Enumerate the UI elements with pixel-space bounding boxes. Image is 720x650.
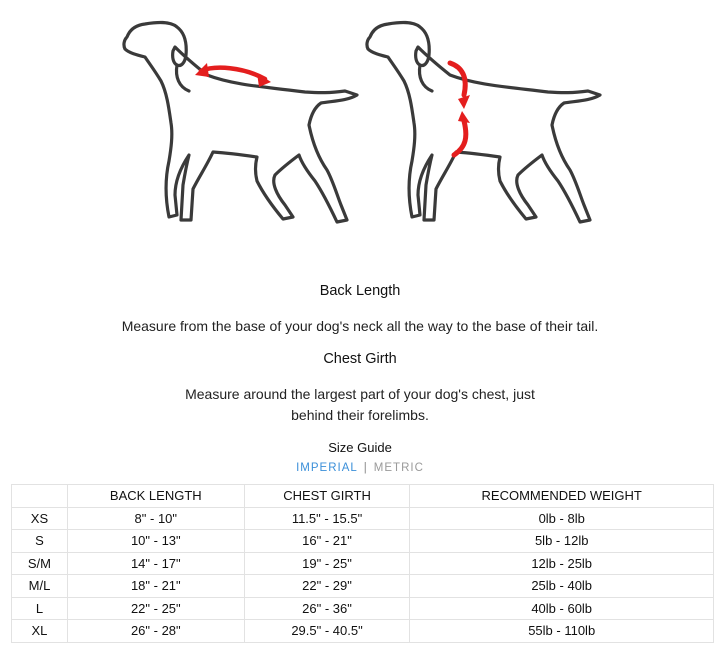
size-guide-title: Size Guide [328,440,392,455]
unit-separator: | [363,462,368,474]
back-length-description: Measure from the base of your dog's neck all the way to the base of their tail. [121,318,599,334]
size-guide-table [11,484,714,643]
table-header-row [12,485,714,508]
dog-back-length-illustration [115,5,375,240]
back-length-cell: 8" - 10" [67,507,244,530]
chest-girth-cell: 26" - 36" [244,597,410,620]
size-cell: M/L [12,575,68,598]
imperial-unit-tab[interactable]: IMPERIAL [296,462,358,474]
size-cell: S/M [12,552,68,575]
header-chest-girth: CHEST GIRTH [244,485,410,508]
weight-cell: 5lb - 12lb [410,530,714,553]
back-length-cell: 10" - 13" [67,530,244,553]
back-length-cell: 22" - 25" [67,597,244,620]
header-size [12,485,68,508]
chest-girth-description [0,384,720,426]
chest-girth-description-line1: Measure around the largest part of your dog's chest, just [185,386,535,402]
back-length-cell: 14" - 17" [67,552,244,575]
chest-girth-cell: 16" - 21" [244,530,410,553]
size-cell: XS [12,507,68,530]
table-row [12,530,714,553]
chest-girth-cell: 11.5" - 15.5" [244,507,410,530]
header-back-length: BACK LENGTH [67,485,244,508]
size-cell: S [12,530,68,553]
chest-girth-description-line2: behind their forelimbs. [291,407,429,423]
weight-cell: 40lb - 60lb [410,597,714,620]
size-cell: XL [12,620,68,643]
weight-cell: 12lb - 25lb [410,552,714,575]
chest-girth-cell: 29.5" - 40.5" [244,620,410,643]
unit-toggle [0,462,720,474]
chest-girth-cell: 19" - 25" [244,552,410,575]
table-row [12,507,714,530]
header-recommended-weight: RECOMMENDED WEIGHT [410,485,714,508]
table-row [12,620,714,643]
weight-cell: 55lb - 110lb [410,620,714,643]
chest-girth-cell: 22" - 29" [244,575,410,598]
chest-girth-title: Chest Girth [323,351,397,367]
back-length-cell: 26" - 28" [67,620,244,643]
table-row [12,552,714,575]
weight-cell: 25lb - 40lb [410,575,714,598]
table-row [12,597,714,620]
metric-unit-tab[interactable]: METRIC [373,462,424,474]
weight-cell: 0lb - 8lb [410,507,714,530]
table-row [12,575,714,598]
dog-chest-girth-illustration [358,5,618,240]
measurement-illustrations [0,0,720,240]
size-cell: L [12,597,68,620]
back-length-title: Back Length [319,283,401,299]
back-length-cell: 18" - 21" [67,575,244,598]
